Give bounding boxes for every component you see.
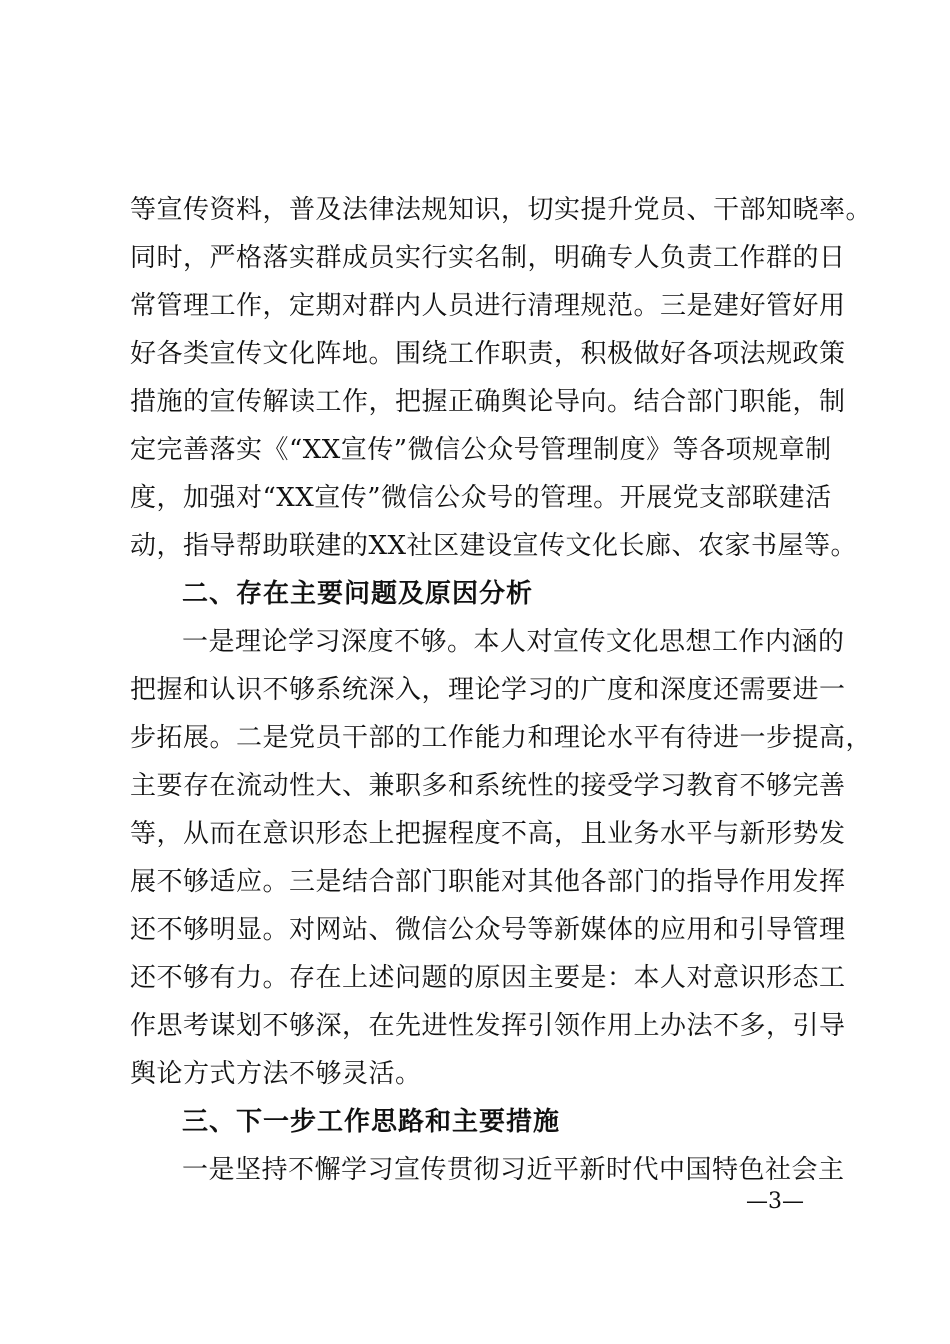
body-text-line: 展不够适应。三是结合部门职能对其他各部门的指导作用发挥	[130, 867, 846, 897]
body-text-line: 主要存在流动性大、兼职多和系统性的接受学习教育不够完善	[130, 771, 846, 801]
body-text-line: 把握和认识不够系统深入，理论学习的广度和深度还需要进一	[130, 675, 846, 705]
section-heading: 三、下一步工作思路和主要措施	[182, 1107, 561, 1137]
body-text-line: 措施的宣传解读工作，把握正确舆论导向。结合部门职能，制	[130, 387, 846, 417]
section-heading: 二、存在主要问题及原因分析	[182, 579, 534, 609]
body-text-line: 动，指导帮助联建的XX社区建设宣传文化长廊、农家书屋等。	[130, 531, 858, 561]
body-text-line: 等，从而在意识形态上把握程度不高，且业务水平与新形势发	[130, 819, 846, 849]
body-text-line: 定完善落实《“XX宣传”微信公众号管理制度》等各项规章制	[130, 435, 832, 465]
body-text-line: 等宣传资料，普及法律法规知识，切实提升党员、干部知晓率。	[130, 195, 873, 225]
body-text-line: 还不够明显。对网站、微信公众号等新媒体的应用和引导管理	[130, 915, 846, 945]
body-text-line: 步拓展。二是党员干部的工作能力和理论水平有待进一步提高，	[130, 723, 873, 753]
body-text-line: 常管理工作，定期对群内人员进行清理规范。三是建好管好用	[130, 291, 846, 321]
page-number: —3—	[746, 1189, 804, 1214]
paragraph-first-line: 一是理论学习深度不够。本人对宣传文化思想工作内涵的	[182, 627, 845, 657]
body-text-line: 好各类宣传文化阵地。围绕工作职责，积极做好各项法规政策	[130, 339, 846, 369]
body-text-line: 度，加强对“XX宣传”微信公众号的管理。开展党支部联建活	[130, 483, 832, 513]
body-text-line: 舆论方式方法不够灵活。	[130, 1059, 422, 1089]
body-text-line: 作思考谋划不够深，在先进性发挥引领作用上办法不多，引导	[130, 1011, 846, 1041]
paragraph-first-line: 一是坚持不懈学习宣传贯彻习近平新时代中国特色社会主	[182, 1155, 845, 1185]
body-text-line: 同时，严格落实群成员实行实名制，明确专人负责工作群的日	[130, 243, 846, 273]
body-text-line: 还不够有力。存在上述问题的原因主要是：本人对意识形态工	[130, 963, 846, 993]
